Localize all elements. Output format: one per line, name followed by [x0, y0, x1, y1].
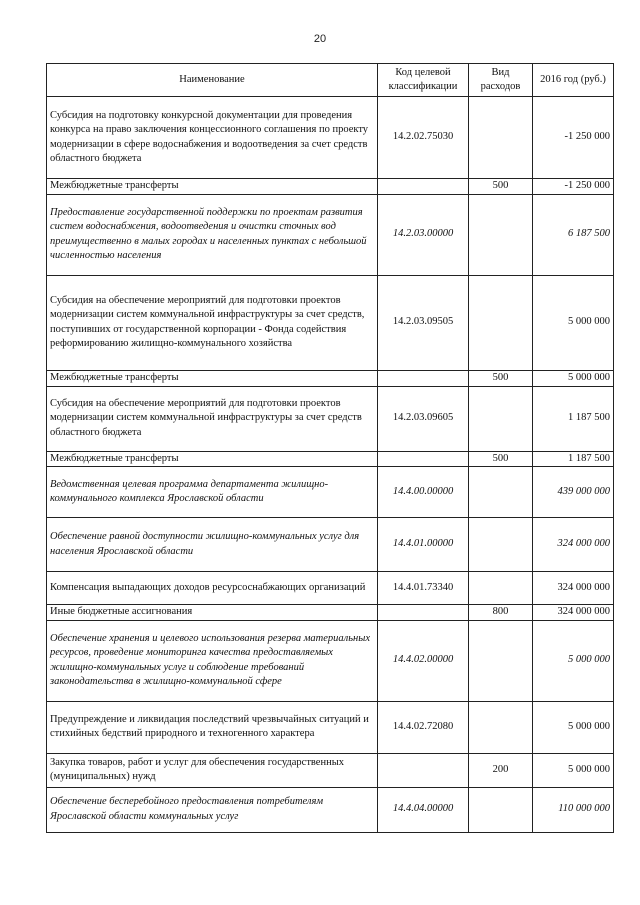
row-kind: 500: [469, 179, 533, 195]
table-row: [47, 701, 614, 753]
page-number: 20: [313, 33, 327, 45]
row-code: [378, 753, 469, 787]
row-code: 14.4.01.00000: [378, 518, 469, 572]
row-name: Субсидия на обеспечение мероприятий для подготовки проектов модернизации систем коммунальной инфраструктуры за счет средств областного бюджета: [47, 386, 378, 451]
table-row: [47, 275, 614, 370]
row-code: 14.2.02.75030: [378, 97, 469, 179]
row-amount: -1 250 000: [533, 97, 614, 179]
row-kind: 800: [469, 605, 533, 621]
row-amount: 6 187 500: [533, 194, 614, 275]
row-kind: [469, 620, 533, 701]
row-amount: 1 187 500: [533, 451, 614, 467]
table-row: [47, 451, 614, 467]
row-name: Ведомственная целевая программа департамента жилищно-коммунального комплекса Ярославской области: [47, 467, 378, 518]
row-name: Предупреждение и ликвидация последствий чрезвычайных ситуаций и стихийных бедствий природного и техногенного характера: [47, 701, 378, 753]
header-kind: Вид расходов: [469, 64, 533, 97]
row-amount: 1 187 500: [533, 386, 614, 451]
row-amount: 5 000 000: [533, 701, 614, 753]
row-code: 14.2.03.00000: [378, 194, 469, 275]
row-kind: [469, 194, 533, 275]
header-name: Наименование: [47, 64, 378, 97]
row-kind: [469, 275, 533, 370]
row-name: Субсидия на обеспечение мероприятий для подготовки проектов модернизации систем коммунальной инфраструктуры за счет средств, поступивших от государственной корпорации - Фонда содействия реформированию жилищно-коммунального хозяйства: [47, 275, 378, 370]
budget-table: [46, 63, 614, 833]
table-row: [47, 97, 614, 179]
table-row: [47, 605, 614, 621]
row-kind: [469, 467, 533, 518]
table-row: [47, 467, 614, 518]
row-name: Обеспечение бесперебойного предоставления потребителям Ярославской области коммунальных услуг: [47, 787, 378, 832]
row-amount: 5 000 000: [533, 620, 614, 701]
row-kind: 500: [469, 370, 533, 386]
row-name: Компенсация выпадающих доходов ресурсоснабжающих организаций: [47, 572, 378, 605]
row-kind: [469, 518, 533, 572]
row-code: [378, 451, 469, 467]
table-header-row: [47, 64, 614, 97]
row-amount: 324 000 000: [533, 518, 614, 572]
row-kind: [469, 386, 533, 451]
row-kind: [469, 572, 533, 605]
row-code: 14.4.02.00000: [378, 620, 469, 701]
table-row: [47, 194, 614, 275]
row-kind: [469, 97, 533, 179]
row-code: 14.2.03.09605: [378, 386, 469, 451]
row-kind: [469, 701, 533, 753]
row-code: [378, 605, 469, 621]
row-amount: 110 000 000: [533, 787, 614, 832]
table-row: [47, 753, 614, 787]
row-kind: [469, 787, 533, 832]
row-name: Закупка товаров, работ и услуг для обеспечения государственных (муниципальных) нужд: [47, 753, 378, 787]
row-name: Обеспечение равной доступности жилищно-коммунальных услуг для населения Ярославской области: [47, 518, 378, 572]
row-amount: 5 000 000: [533, 370, 614, 386]
row-code: 14.4.01.73340: [378, 572, 469, 605]
row-name: Межбюджетные трансферты: [47, 451, 378, 467]
row-kind: 500: [469, 451, 533, 467]
row-name: Обеспечение хранения и целевого использования резерва материальных ресурсов, проведение мониторинга качества предоставляемых жилищно-коммунальных услуг и соблюдение требований законодательства в жилищно-коммунальной сфере: [47, 620, 378, 701]
row-code: 14.2.03.09505: [378, 275, 469, 370]
row-amount: -1 250 000: [533, 179, 614, 195]
row-name: Предоставление государственной поддержки по проектам развития систем водоснабжения, водоотведения и очистки сточных вод преимущественно в малых городах и населенных пунктах с небольшой численностью населения: [47, 194, 378, 275]
row-code: [378, 179, 469, 195]
table-row: [47, 370, 614, 386]
table-row: [47, 179, 614, 195]
row-amount: 5 000 000: [533, 753, 614, 787]
row-code: [378, 370, 469, 386]
header-amount: 2016 год (руб.): [533, 64, 614, 97]
row-amount: 324 000 000: [533, 572, 614, 605]
row-amount: 5 000 000: [533, 275, 614, 370]
row-name: Межбюджетные трансферты: [47, 179, 378, 195]
row-code: 14.4.00.00000: [378, 467, 469, 518]
row-name: Субсидия на подготовку конкурсной документации для проведения конкурса на право заключения концессионного соглашения по проекту модернизации в сфере водоснабжения и водоотведения за счет средств областного бюджета: [47, 97, 378, 179]
table-row: [47, 572, 614, 605]
row-code: 14.4.04.00000: [378, 787, 469, 832]
row-name: Иные бюджетные ассигнования: [47, 605, 378, 621]
table-row: [47, 787, 614, 832]
row-kind: 200: [469, 753, 533, 787]
row-amount: 324 000 000: [533, 605, 614, 621]
row-name: Межбюджетные трансферты: [47, 370, 378, 386]
row-code: 14.4.02.72080: [378, 701, 469, 753]
row-amount: 439 000 000: [533, 467, 614, 518]
header-code: Код целевой классификации: [378, 64, 469, 97]
table-row: [47, 518, 614, 572]
table-row: [47, 386, 614, 451]
table-row: [47, 620, 614, 701]
